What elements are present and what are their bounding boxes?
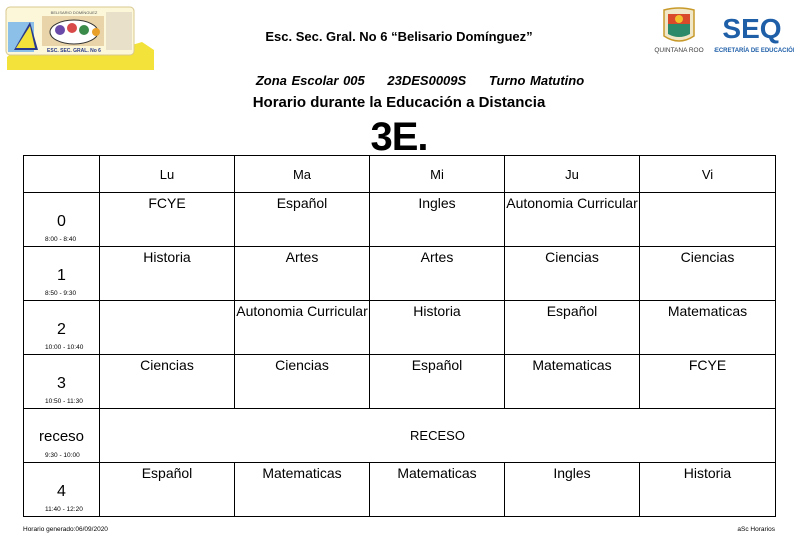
slot-cell xyxy=(24,355,100,409)
lesson-cell: Ingles xyxy=(370,193,505,247)
cct-code: 23DES0009S xyxy=(387,73,467,88)
lesson-cell: Historia xyxy=(100,247,235,301)
seq-logo-title: SEQ xyxy=(722,13,782,44)
qroo-logo-text: QUINTANA ROO xyxy=(654,47,704,54)
slot-number: 4 xyxy=(57,483,66,500)
slot-cell xyxy=(24,193,100,247)
lesson-cell: Historia xyxy=(370,301,505,355)
school-name: Esc. Sec. Gral. No 6 “Belisario Domínguez” xyxy=(265,29,533,44)
lesson-cell: Ciencias xyxy=(505,247,640,301)
software-credit: aSc Horarios xyxy=(737,526,775,533)
schedule-row xyxy=(24,193,776,247)
slot-number: receso xyxy=(38,428,85,445)
lesson-cell: FCYE xyxy=(640,355,776,409)
slot-time: 8:00 - 8:40 xyxy=(45,236,77,243)
corner-cell xyxy=(24,156,100,193)
slot-time: 10:00 - 10:40 xyxy=(45,344,84,351)
generated-date: Horario generado:06/09/2020 xyxy=(23,526,108,533)
day-header: Ju xyxy=(505,156,640,193)
slot-cell xyxy=(24,409,100,463)
day-header: Ma xyxy=(235,156,370,193)
school-info-line xyxy=(0,73,798,88)
lesson-cell: Autonomia Curricular xyxy=(235,301,370,355)
lesson-cell: Español xyxy=(505,301,640,355)
schedule-row xyxy=(24,247,776,301)
group-title: 3E. xyxy=(370,115,428,159)
schedule-row xyxy=(24,301,776,355)
svg-text:BELISARIO DOMÍNGUEZ: BELISARIO DOMÍNGUEZ xyxy=(50,10,98,15)
recess-cell: RECESO xyxy=(100,409,776,463)
day-header: Lu xyxy=(100,156,235,193)
schedule-table xyxy=(23,155,776,517)
slot-number: 2 xyxy=(57,321,66,338)
lesson-cell: Artes xyxy=(235,247,370,301)
lesson-cell: Ciencias xyxy=(235,355,370,409)
lesson-cell: Español xyxy=(235,193,370,247)
lesson-cell: Ciencias xyxy=(100,355,235,409)
schedule-row xyxy=(24,355,776,409)
svg-text:ESC. SEC. GRAL. No 6: ESC. SEC. GRAL. No 6 xyxy=(47,48,101,54)
slot-cell xyxy=(24,301,100,355)
lesson-cell xyxy=(640,193,776,247)
slot-number: 3 xyxy=(57,375,66,392)
lesson-cell: Matematicas xyxy=(640,301,776,355)
lesson-cell: Matematicas xyxy=(370,463,505,517)
day-header-row xyxy=(24,156,776,193)
slot-cell xyxy=(24,463,100,517)
seq-logo-subtitle: SECRETARÍA DE EDUCACIÓN xyxy=(714,48,794,54)
slot-number: 0 xyxy=(57,213,66,230)
slot-number: 1 xyxy=(57,267,66,284)
lesson-cell: Historia xyxy=(640,463,776,517)
day-header: Vi xyxy=(640,156,776,193)
lesson-cell: Matematicas xyxy=(235,463,370,517)
slot-cell xyxy=(24,247,100,301)
lesson-cell xyxy=(100,301,235,355)
lesson-cell: Artes xyxy=(370,247,505,301)
recess-row xyxy=(24,409,776,463)
lesson-cell: Matematicas xyxy=(505,355,640,409)
turno: Turno Matutino xyxy=(488,73,585,88)
lesson-cell: Autonomia Curricular xyxy=(505,193,640,247)
lesson-cell: FCYE xyxy=(100,193,235,247)
lesson-cell: Español xyxy=(370,355,505,409)
lesson-cell: Ciencias xyxy=(640,247,776,301)
zona-escolar: Zona Escolar 005 xyxy=(255,73,365,88)
day-header: Mi xyxy=(370,156,505,193)
schedule-subtitle: Horario durante la Educación a Distancia xyxy=(252,94,546,111)
slot-time: 8:50 - 9:30 xyxy=(45,290,77,297)
slot-time: 9:30 - 10:00 xyxy=(45,452,80,459)
schedule-row xyxy=(24,463,776,517)
slot-time: 11:40 - 12:20 xyxy=(45,506,83,513)
slot-time: 10:50 - 11:30 xyxy=(45,398,83,405)
lesson-cell: Español xyxy=(100,463,235,517)
lesson-cell: Ingles xyxy=(505,463,640,517)
